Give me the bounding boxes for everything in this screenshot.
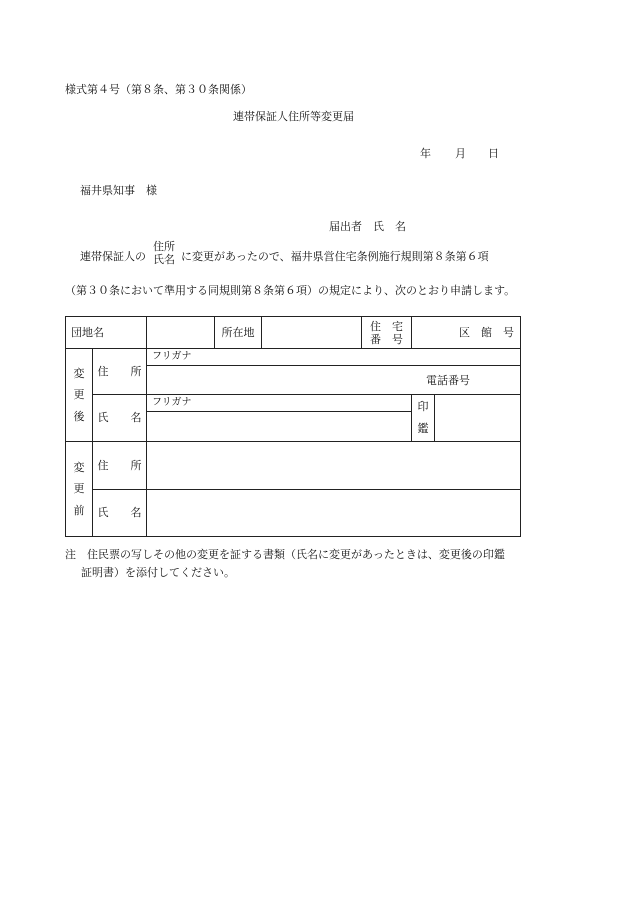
date-year: 年 (420, 147, 431, 160)
change-form-table (65, 316, 521, 537)
housing-number-label-top: 住 宅 (370, 319, 403, 333)
after-address-furigana[interactable]: フリガナ (147, 349, 521, 366)
note-line-2: 証明書）を添付してください。 (81, 566, 235, 579)
body-text-part-b: に変更があったので、福井県営住宅条例施行規則第８条第６項 (181, 250, 489, 263)
choice-name: 氏名 (153, 253, 175, 266)
complex-name-field[interactable] (147, 317, 215, 349)
form-reference: 様式第４号（第８条、第３０条関係） (65, 83, 252, 96)
after-address-label: 住 所 (93, 349, 147, 395)
complex-name-label: 団地名 (66, 317, 147, 349)
housing-number-label (362, 317, 412, 349)
location-label: 所在地 (215, 317, 262, 349)
seal-label-top: 印 (417, 400, 429, 413)
before-address-row (66, 442, 521, 490)
housing-number-label-bottom: 番 号 (370, 332, 403, 346)
body-text-part-a: 連帯保証人の (80, 250, 146, 263)
addressee: 福井県知事 様 (80, 184, 157, 197)
after-name-label: 氏 名 (93, 395, 147, 442)
phone-number-label: 電話番号 (426, 374, 471, 388)
before-address-field[interactable] (147, 442, 521, 490)
location-field[interactable] (262, 317, 362, 349)
after-change-label: 変 更 後 (66, 349, 93, 442)
date-month: 月 (455, 147, 466, 160)
address-name-choice (153, 240, 175, 266)
before-address-label: 住 所 (93, 442, 147, 490)
before-change-label: 変 更 前 (66, 442, 93, 537)
after-name-field[interactable] (147, 412, 412, 442)
note-line-1: 注 住民票の写しその他の変更を証する書類（氏名に変更があったときは、変更後の印鑑 (65, 548, 505, 561)
header-row (66, 317, 521, 349)
before-name-row (66, 490, 521, 537)
ward-building-number-field[interactable]: 区 館 号 (412, 317, 521, 349)
seal-label-bottom: 鑑 (417, 422, 429, 435)
choice-address: 住所 (153, 240, 175, 253)
submitter-name-label: 届出者 氏 名 (329, 220, 406, 233)
seal-label (412, 395, 435, 442)
after-name-furigana[interactable]: フリガナ (147, 395, 412, 412)
before-name-label: 氏 名 (93, 490, 147, 537)
body-text-line-2: （第３０条において準用する同規則第８条第６項）の規定により、次のとおり申請します。 (65, 284, 516, 297)
after-address-furigana-row (66, 349, 521, 366)
after-name-furigana-row (66, 395, 521, 412)
page-title: 連帯保証人住所等変更届 (233, 110, 354, 123)
date-day: 日 (488, 147, 499, 160)
before-name-field[interactable] (147, 490, 521, 537)
seal-stamp-field[interactable] (435, 395, 521, 442)
after-address-field[interactable] (147, 366, 521, 395)
